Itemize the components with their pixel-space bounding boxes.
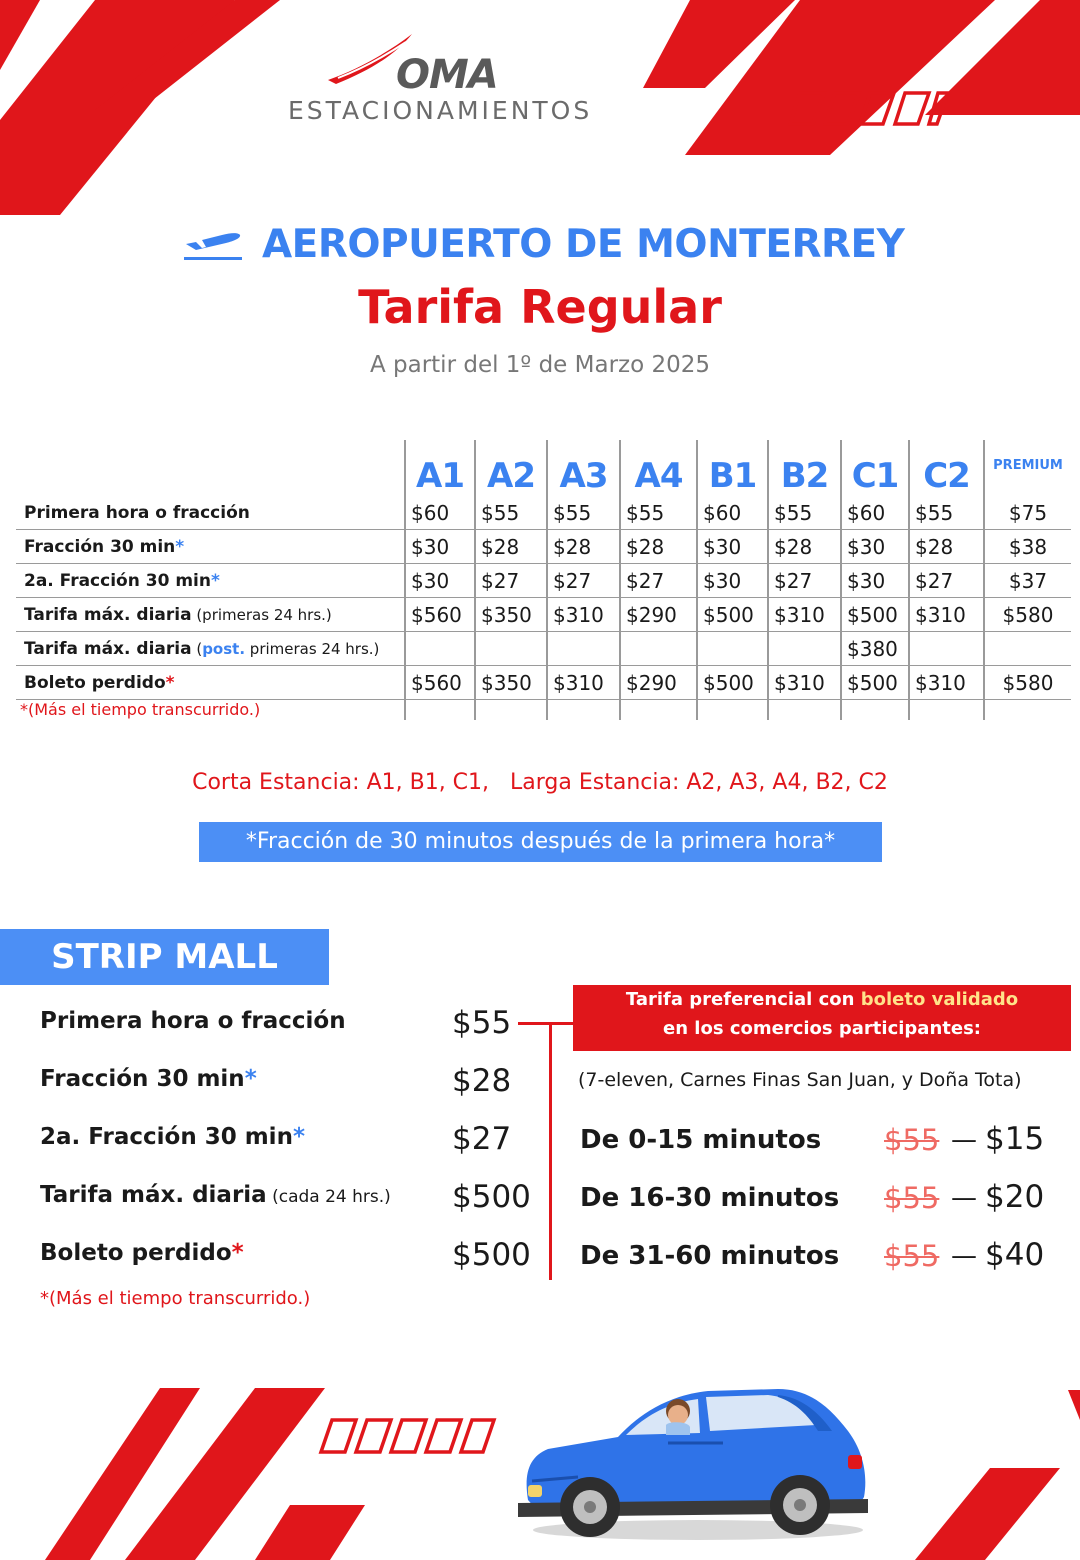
row-label: Primera hora o fracción: [16, 496, 405, 530]
effective-date: A partir del 1º de Marzo 2025: [369, 352, 711, 378]
table-cell: $27: [475, 564, 547, 598]
table-cell: $60: [841, 496, 909, 530]
strip-mall-row-value: $500: [452, 1179, 531, 1215]
table-cell: $55: [909, 496, 984, 530]
table-row: [16, 632, 1071, 666]
table-cell: $28: [620, 530, 697, 564]
table-cell: $55: [620, 496, 697, 530]
table-cell: $30: [405, 564, 475, 598]
table-cell: $560: [405, 598, 475, 632]
table-cell: $310: [909, 598, 984, 632]
table-row: [16, 496, 1071, 530]
table-cell: $27: [909, 564, 984, 598]
table-cell: [547, 632, 620, 666]
row-label: 2a. Fracción 30 min*: [16, 564, 405, 598]
table-cell: $27: [768, 564, 841, 598]
promo-dash: —: [951, 1125, 977, 1155]
participating-stores: (7-eleven, Carnes Finas San Juan, y Doña Tota): [578, 1069, 1022, 1091]
table-cell: $30: [841, 530, 909, 564]
table-cell: $60: [405, 496, 475, 530]
table-cell: [768, 632, 841, 666]
table-row: [16, 666, 1071, 700]
table-cell: [620, 632, 697, 666]
table-cell: [984, 632, 1071, 666]
table-cell: $27: [547, 564, 620, 598]
strip-mall-row-label: Fracción 30 min*: [40, 1066, 257, 1092]
table-cell: $500: [841, 666, 909, 700]
table-cell: $560: [405, 666, 475, 700]
table-cell: $55: [547, 496, 620, 530]
column-header-premium: PREMIUM: [984, 440, 1071, 496]
table-cell: $38: [984, 530, 1071, 564]
table-cell: $28: [909, 530, 984, 564]
table-cell: $30: [405, 530, 475, 564]
table-cell: $580: [984, 598, 1071, 632]
row-label: Tarifa máx. diaria (primeras 24 hrs.): [16, 598, 405, 632]
table-cell: $500: [697, 598, 768, 632]
promo-new-price: $20: [985, 1179, 1045, 1215]
table-cell: $28: [547, 530, 620, 564]
column-header: C2: [909, 440, 984, 496]
table-cell: $500: [841, 598, 909, 632]
table-cell: $28: [768, 530, 841, 564]
strip-mall-row-label: Boleto perdido*: [40, 1240, 244, 1266]
row-label: Tarifa máx. diaria (post. primeras 24 hrs.): [16, 632, 405, 666]
fraccion-banner: *Fracción de 30 minutos después de la primera hora*: [199, 822, 882, 862]
promo-range: De 16-30 minutos: [580, 1183, 840, 1213]
table-cell: $30: [697, 564, 768, 598]
column-header: A4: [620, 440, 697, 496]
table-cell: [697, 632, 768, 666]
airport-rate-table: [16, 440, 1071, 720]
table-cell: $310: [547, 666, 620, 700]
table-cell: $380: [841, 632, 909, 666]
column-header: B2: [768, 440, 841, 496]
table-cell: $75: [984, 496, 1071, 530]
table-row: [16, 598, 1071, 632]
table-header-row: [16, 440, 1071, 496]
strip-mall-row-label: 2a. Fracción 30 min*: [40, 1124, 305, 1150]
table-cell: $55: [768, 496, 841, 530]
table-cell: $290: [620, 666, 697, 700]
table-cell: [475, 632, 547, 666]
table-cell: $30: [697, 530, 768, 564]
strip-mall-row-label: Primera hora o fracción: [40, 1008, 346, 1034]
column-header: A1: [405, 440, 475, 496]
promo-new-price: $40: [985, 1237, 1045, 1273]
promo-new-price: $15: [985, 1121, 1045, 1157]
table-cell: $310: [768, 666, 841, 700]
strip-mall-row-label: Tarifa máx. diaria (cada 24 hrs.): [40, 1182, 391, 1208]
preferential-rate-box: Tarifa preferencial con boleto validado en los comercios participantes:: [573, 985, 1071, 1051]
estancia-note: Corta Estancia: A1, B1, C1, Larga Estancia: A2, A3, A4, B2, C2: [192, 770, 888, 795]
car-with-driver-illustration: [518, 1385, 874, 1545]
strip-mall-footnote: *(Más el tiempo transcurrido.): [40, 1288, 311, 1309]
strip-mall-row-value: $500: [452, 1237, 531, 1273]
row-label: Boleto perdido*: [16, 666, 405, 700]
table-cell: $350: [475, 598, 547, 632]
strip-mall-row-value: $27: [452, 1121, 512, 1157]
strip-mall-title: STRIP MALL: [0, 929, 329, 985]
oma-logo: OMA: [396, 52, 498, 98]
promo-old-price: $55: [884, 1181, 940, 1215]
table-cell: $310: [768, 598, 841, 632]
table-cell: $580: [984, 666, 1071, 700]
divider-line: [549, 1022, 552, 1280]
table-cell: $28: [475, 530, 547, 564]
promo-range: De 31-60 minutos: [580, 1241, 840, 1271]
column-header: A2: [475, 440, 547, 496]
table-cell: $350: [475, 666, 547, 700]
table-cell: [405, 632, 475, 666]
table-cell: $290: [620, 598, 697, 632]
table-cell: $500: [697, 666, 768, 700]
airport-footnote: *(Más el tiempo transcurrido.): [20, 700, 261, 719]
column-header: C1: [841, 440, 909, 496]
table-cell: $27: [620, 564, 697, 598]
table-cell: $310: [547, 598, 620, 632]
table-cell: [909, 632, 984, 666]
row-label: Fracción 30 min*: [16, 530, 405, 564]
logo-subtitle: ESTACIONAMIENTOS: [288, 96, 593, 125]
table-row: [16, 564, 1071, 598]
page-title: Tarifa Regular: [358, 280, 722, 334]
strip-mall-row-value: $55: [452, 1005, 512, 1041]
promo-old-price: $55: [884, 1123, 940, 1157]
connector-line: [518, 1022, 574, 1025]
column-header: A3: [547, 440, 620, 496]
table-cell: $60: [697, 496, 768, 530]
promo-range: De 0-15 minutos: [580, 1125, 822, 1155]
promo-dash: —: [951, 1241, 977, 1271]
table-cell: $37: [984, 564, 1071, 598]
table-cell: $55: [475, 496, 547, 530]
table-cell: $30: [841, 564, 909, 598]
promo-dash: —: [951, 1183, 977, 1213]
table-row: [16, 530, 1071, 564]
strip-mall-row-value: $28: [452, 1063, 512, 1099]
promo-old-price: $55: [884, 1239, 940, 1273]
airplane-departure-icon: [182, 226, 244, 262]
column-header: B1: [697, 440, 768, 496]
airport-title: AEROPUERTO DE MONTERREY: [262, 222, 905, 267]
table-cell: $310: [909, 666, 984, 700]
